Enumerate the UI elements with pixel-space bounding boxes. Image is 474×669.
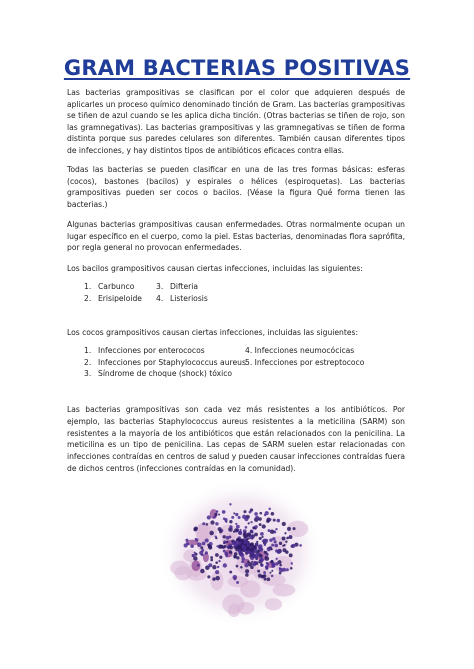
paragraph-intro: Las bacterias grampositivas se clasifican por el color que adquieren después de aplicarles un proceso químico denominado tinción de Gram. Las bacterias grampositivas se tiñen de azul cuando se les aplica dicha tinción. (Otras bacterias se tiñen de rojo, son las gramnegativas). Las bacterias grampositivas y las gramnegativas se tiñen de forma distinta porque sus paredes celulares son diferentes. También causan diferentes tipos de infecciones, y hay distintos tipos de antibióticos eficaces contra ellas.	[67, 88, 405, 155]
paragraph-enfermedades: Algunas bacterias grampositivas causan enfermedades. Otras normalmente ocupan un lugar específico en el cuerpo, como la piel. Estas bacterias, denominadas flora saprófita, por regla general no provocan enfermedades.	[67, 220, 405, 252]
micrograph-image	[156, 478, 326, 628]
list-item: 1. Infecciones por enterococos	[84, 346, 205, 355]
paragraph-bacilos-intro: Los bacilos grampositivos causan ciertas infecciones, incluidas las siguientes:	[67, 264, 363, 273]
list-item: 4. Infecciones neumocócicas	[245, 346, 355, 355]
paragraph-formas: Todas las bacterias se pueden clasificar en una de las tres formas básicas: esferas (cocos), bastones (bacilos) y espirales o hélices (espiroquetas). Las bacterias grampositivas pueden ser cocos o bacilos. (Véase la figura Qué forma tienen las bacterias.)	[67, 165, 405, 209]
list-item: 3. Síndrome de choque (shock) tóxico	[84, 369, 233, 378]
paragraph-resistencia: Las bacterias grampositivas son cada vez más resistentes a los antibióticos. Por ejemplo, las bacterias Staphylococcus aureus resistentes a la meticilina (SARM) son resistentes a la mayoría de los antibióticos que están relacionados con la penicilina. La meticilina es un tipo de penicilina. Las cepas de SARM suelen estar relacionadas con infecciones contraídas en centros de salud y pueden causar infecciones contraídas fuera de dichos centros (infecciones contraídas en la comunidad).	[67, 405, 405, 473]
paragraph-cocos-intro: Los cocos grampositivos causan ciertas infecciones, incluidas las siguientes:	[67, 328, 359, 337]
list-item: 3. Difteria	[156, 282, 199, 291]
page-title: GRAM BACTERIAS POSITIVAS	[63, 56, 411, 80]
list-item: 5. Infecciones por estreptococo	[245, 357, 365, 367]
list-item: 1. Carbunco	[84, 282, 135, 291]
list-item: 2. Infecciones por Staphylococcus aureus	[84, 357, 246, 367]
list-item: 2. Erisipeloide	[84, 294, 142, 303]
list-item: 4. Listeriosis	[156, 294, 208, 303]
